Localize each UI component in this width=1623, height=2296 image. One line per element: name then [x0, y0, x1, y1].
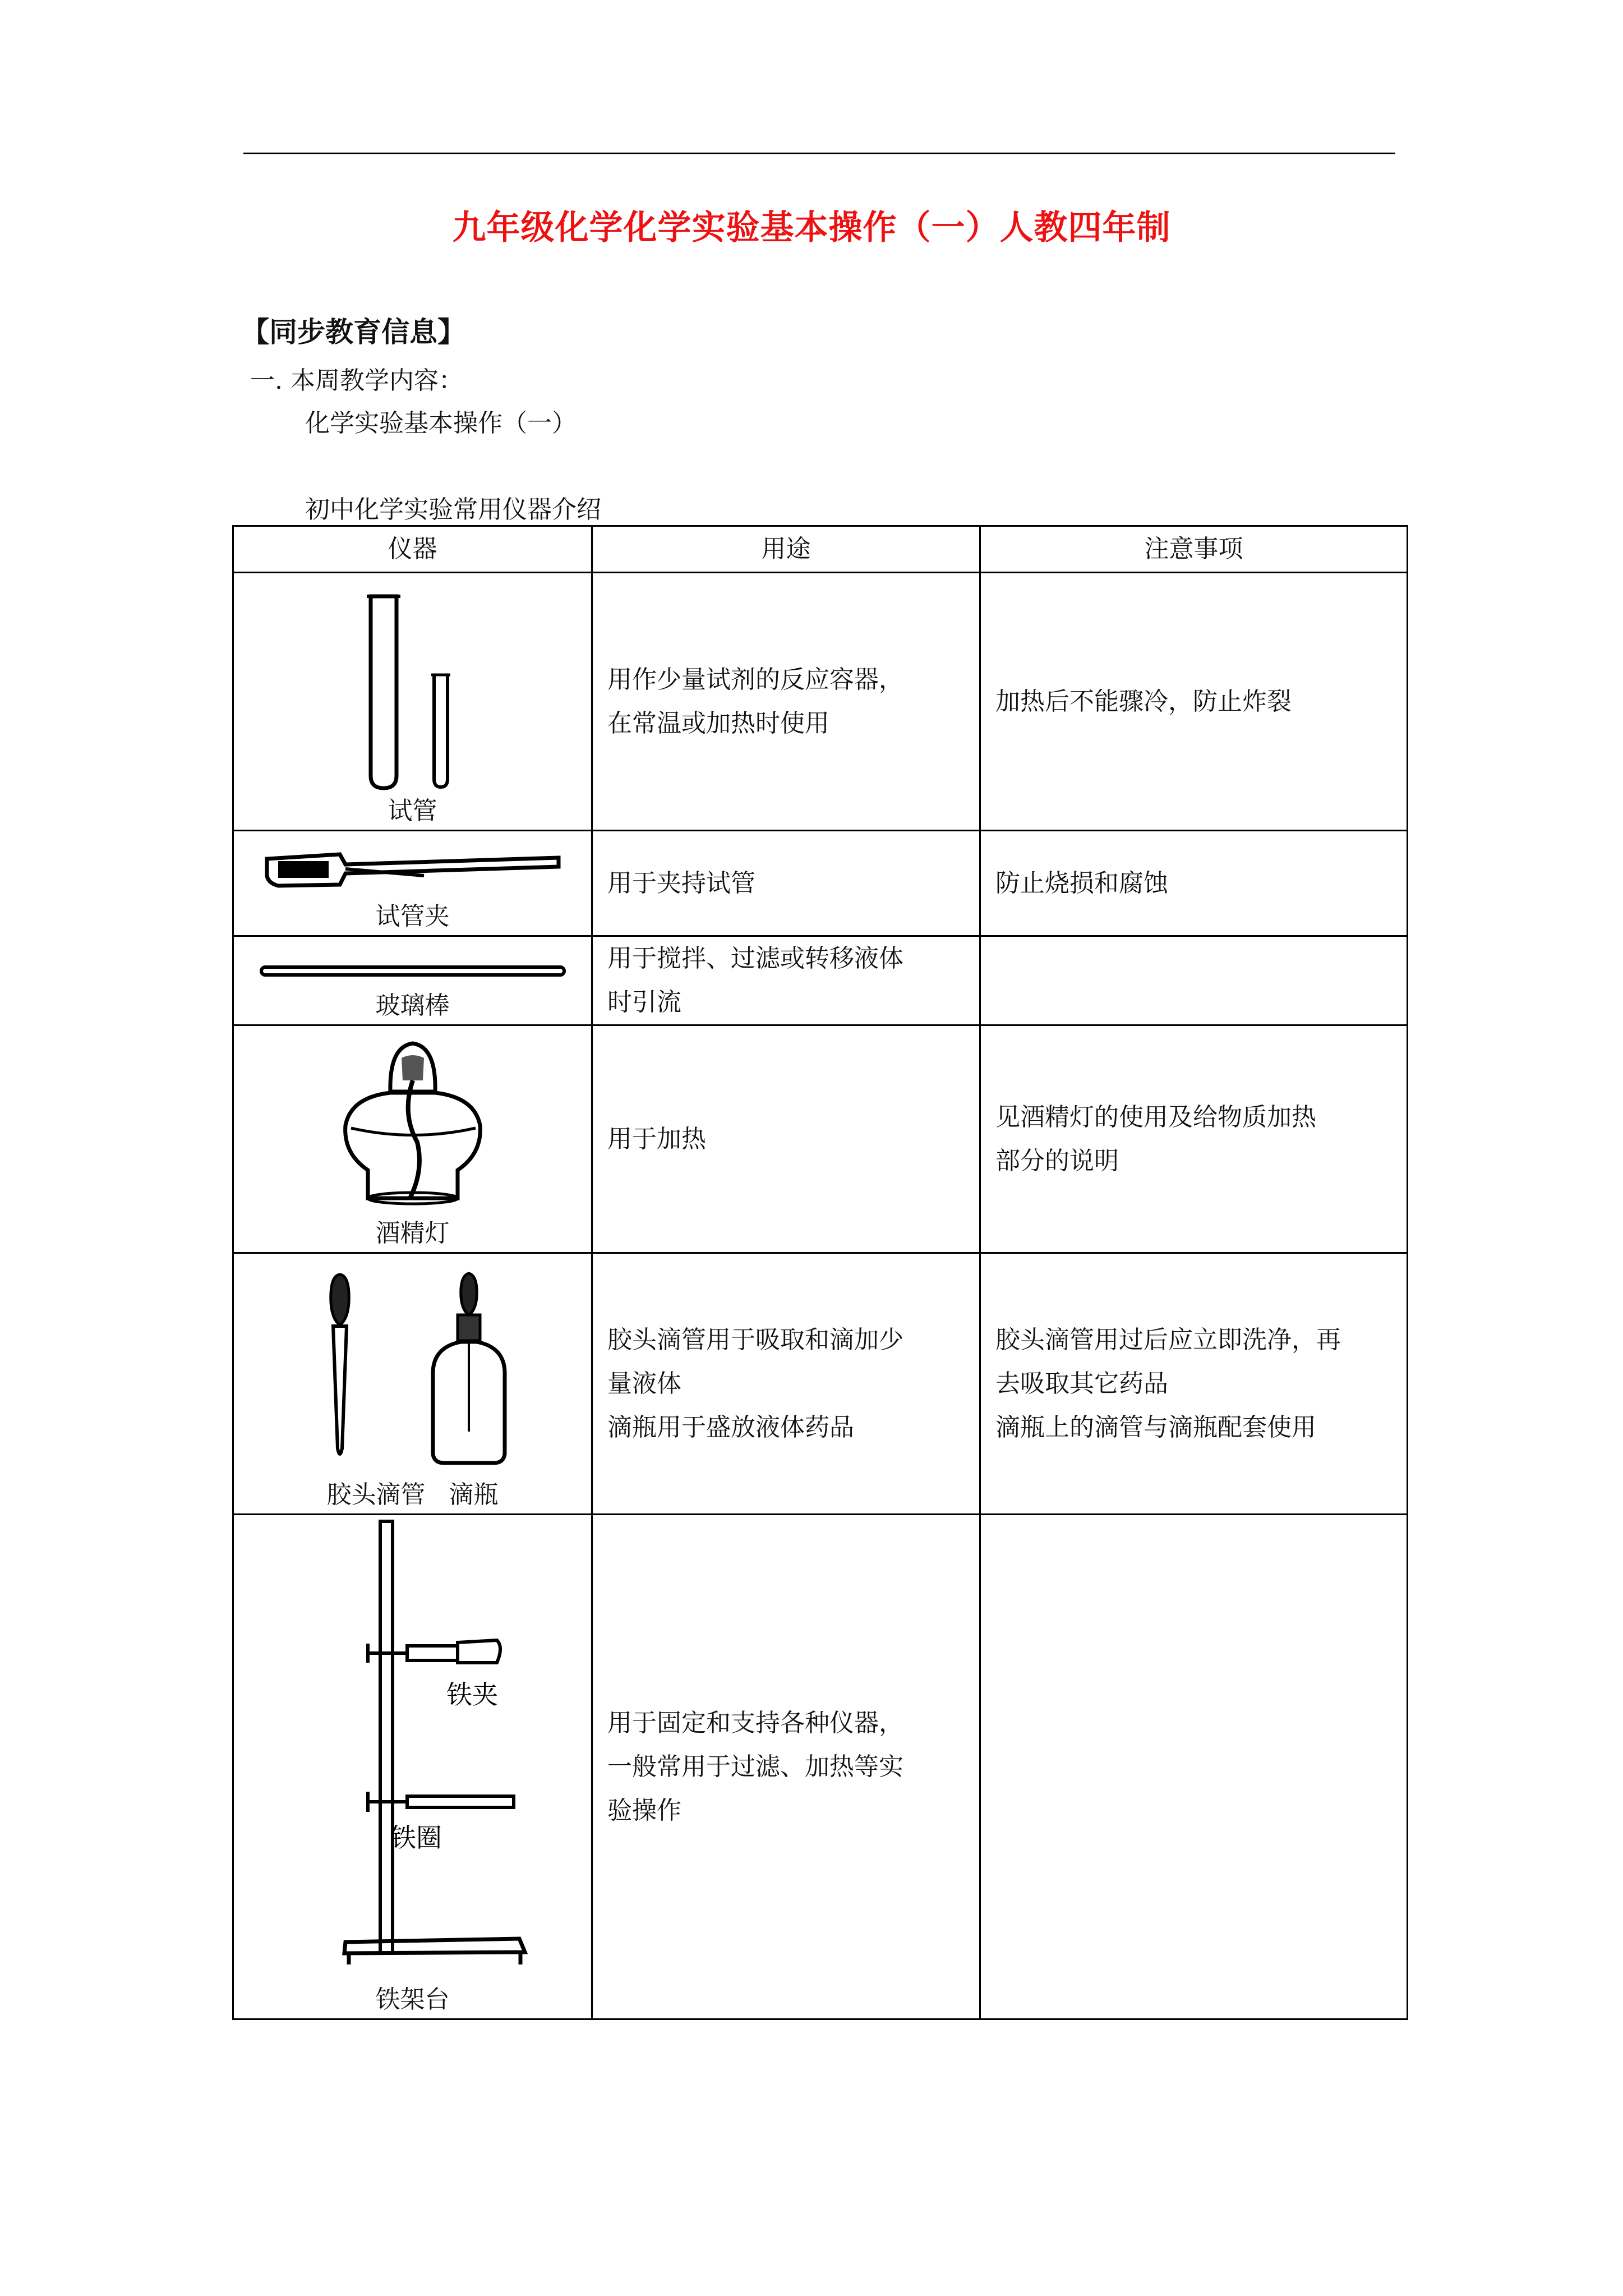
instrument-cell [233, 573, 592, 831]
use-cell [592, 1253, 980, 1515]
notes-cell [980, 1515, 1408, 2019]
use-cell [592, 1515, 980, 2019]
notes-cell [980, 1253, 1408, 1515]
note-line: 滴瓶上的滴管与滴瓶配套使用 [995, 1412, 1316, 1442]
use-line: 胶头滴管用于吸取和滴加少 [607, 1325, 903, 1354]
instrument-label: 酒精灯 [375, 1219, 450, 1248]
use-line: 时引流 [607, 988, 681, 1016]
table-row [233, 1515, 1408, 2019]
test-tube-figure [340, 585, 486, 793]
use-cell [592, 831, 980, 936]
use-cell [592, 1025, 980, 1253]
alcohol-lamp-figure [329, 1030, 497, 1215]
notes-cell [980, 831, 1408, 936]
use-line: 在常温或加热时使用 [607, 708, 829, 738]
header-notes: 注意事项 [980, 526, 1408, 573]
instrument-label: 试管夹 [375, 902, 450, 931]
use-cell [592, 936, 980, 1025]
dropper-and-bottle-figure [284, 1263, 542, 1476]
instrument-label: 玻璃棒 [375, 991, 450, 1020]
iron-ring-label: 铁圈 [390, 1823, 442, 1853]
table-caption: 初中化学实验常用仪器介绍 [305, 495, 601, 524]
instrument-cell [233, 1515, 592, 2019]
instrument-cell [233, 831, 592, 936]
topic-line: 化学实验基本操作（一） [305, 409, 577, 438]
table-row [233, 936, 1408, 1025]
iron-stand-figure [278, 1516, 547, 1981]
use-line: 用于搅拌、过滤或转移液体 [607, 944, 903, 973]
note-line: 防止烧损和腐蚀 [995, 868, 1168, 898]
iron-clamp-label: 铁夹 [446, 1680, 498, 1710]
use-line: 量液体 [607, 1369, 681, 1398]
header-rule [243, 153, 1395, 154]
table-row [233, 831, 1408, 936]
use-line: 滴瓶用于盛放液体药品 [607, 1412, 854, 1442]
table-row [233, 573, 1408, 831]
use-line: 一般常用于过滤、加热等实 [607, 1752, 903, 1781]
use-cell [592, 573, 980, 831]
header-use: 用途 [592, 526, 980, 573]
instrument-cell [233, 1025, 592, 1253]
instrument-cell [233, 936, 592, 1025]
header-instrument: 仪器 [233, 526, 592, 573]
instrument-label: 胶头滴管 滴瓶 [326, 1480, 499, 1509]
note-line: 加热后不能骤冷，防止炸裂 [995, 687, 1292, 716]
instrument-cell [233, 1253, 592, 1515]
notes-cell [980, 573, 1408, 831]
page-title: 九年级化学化学实验基本操作（一）人教四年制 [452, 208, 1171, 247]
note-line: 去吸取其它药品 [995, 1369, 1168, 1398]
use-line: 用作少量试剂的反应容器， [607, 665, 903, 694]
use-line: 验操作 [607, 1796, 681, 1825]
instrument-label: 铁架台 [375, 1985, 450, 2014]
table-row [233, 1025, 1408, 1253]
note-line: 胶头滴管用过后应立即洗净，再 [995, 1325, 1341, 1354]
instrument-label: 试管 [388, 797, 437, 825]
instrument-table [232, 525, 1408, 2020]
note-line: 部分的说明 [995, 1146, 1119, 1175]
use-line: 用于固定和支持各种仪器， [607, 1708, 903, 1737]
use-line: 用于加热 [607, 1124, 706, 1153]
table-row [233, 1253, 1408, 1515]
test-tube-holder-figure [256, 842, 570, 898]
section-heading: 【同步教育信息】 [241, 316, 465, 348]
notes-cell [980, 936, 1408, 1025]
table-header-row [233, 526, 1408, 573]
note-line: 见酒精灯的使用及给物质加热 [995, 1102, 1316, 1131]
item-one-heading: 一. 本周教学内容： [250, 366, 463, 395]
notes-cell [980, 1025, 1408, 1253]
glass-rod-figure [256, 954, 570, 987]
use-line: 用于夹持试管 [607, 868, 755, 898]
